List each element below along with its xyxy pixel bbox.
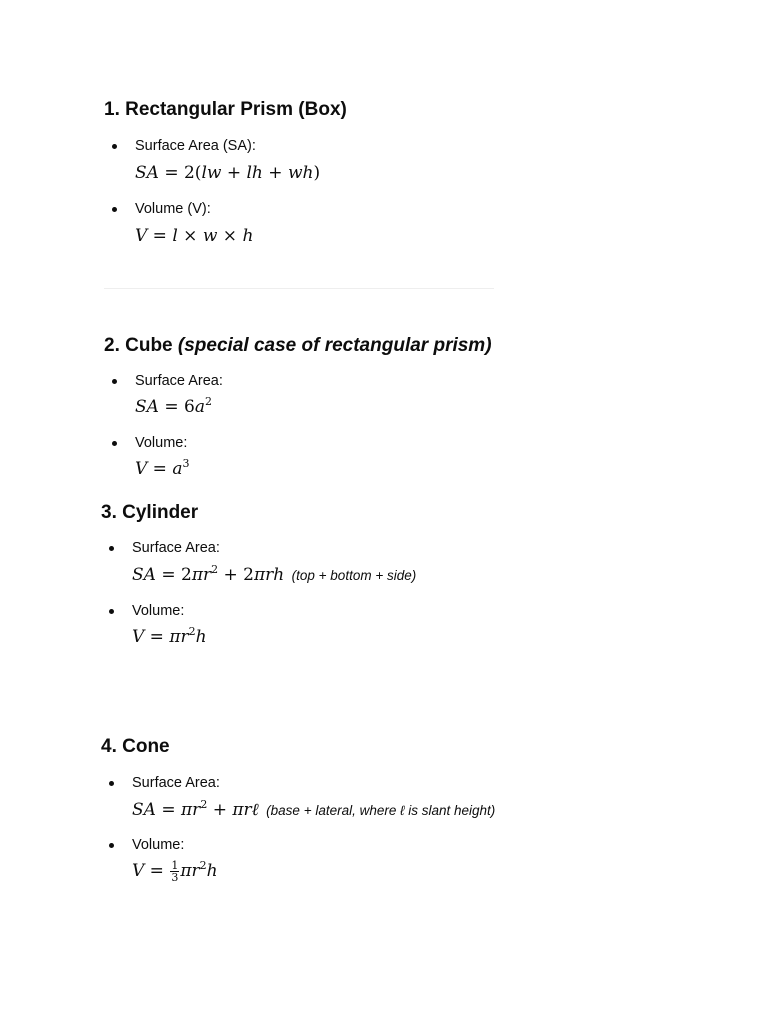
- formula-prism-volume: V = l × w × h: [135, 226, 254, 246]
- bullet-label-volume: Volume:: [135, 435, 188, 451]
- section-heading-rectangular-prism: 1. Rectangular Prism (Box): [104, 99, 347, 120]
- formula-prism-surface-area: SA = 2(lw + lh + wh): [135, 163, 321, 183]
- fraction-one-third: $\frac{1}{3}$: [171, 859, 179, 884]
- formula-note: (top + bottom + side): [291, 568, 417, 583]
- section-heading-cube-note: (special case of rectangular prism): [177, 335, 492, 356]
- formula-cone-volume: V = $\frac{1}{3}$ $\pi r^2h$: [132, 859, 218, 884]
- formula-cube-volume: $V = a^3$: [135, 457, 190, 479]
- bullet-label-surface-area: Surface Area (SA):: [135, 138, 256, 154]
- bullet-label-surface-area: Surface Area:: [132, 775, 220, 791]
- formula-cylinder-volume: $V = \pi r^2h$: [132, 625, 207, 647]
- bullet-label-volume: Volume (V):: [135, 201, 211, 217]
- formula-cube-surface-area: SA = $6a^2$: [135, 395, 212, 417]
- bullet-label-volume: Volume:: [132, 603, 185, 619]
- formula-cylinder-surface-area: SA = $2\pi r^2 + 2\pi rh$ (top + bottom + side): [132, 563, 417, 585]
- section-heading-cylinder: 3. Cylinder: [101, 502, 199, 523]
- bullet-label-surface-area: Surface Area:: [135, 373, 223, 389]
- formula-cone-surface-area: SA = $\pi r^2$ + πrℓ (base + lateral, where ℓ is slant height): [132, 798, 496, 820]
- bullet-label-volume: Volume:: [132, 837, 185, 853]
- bullet-label-surface-area: Surface Area:: [132, 540, 220, 556]
- section-divider: [104, 288, 494, 289]
- section-heading-cube-title: 2. Cube: [104, 335, 173, 356]
- formula-note: (base + lateral, where ℓ is slant height): [266, 803, 496, 818]
- section-heading-cone: 4. Cone: [101, 736, 170, 757]
- section-heading-cube: [104, 335, 492, 357]
